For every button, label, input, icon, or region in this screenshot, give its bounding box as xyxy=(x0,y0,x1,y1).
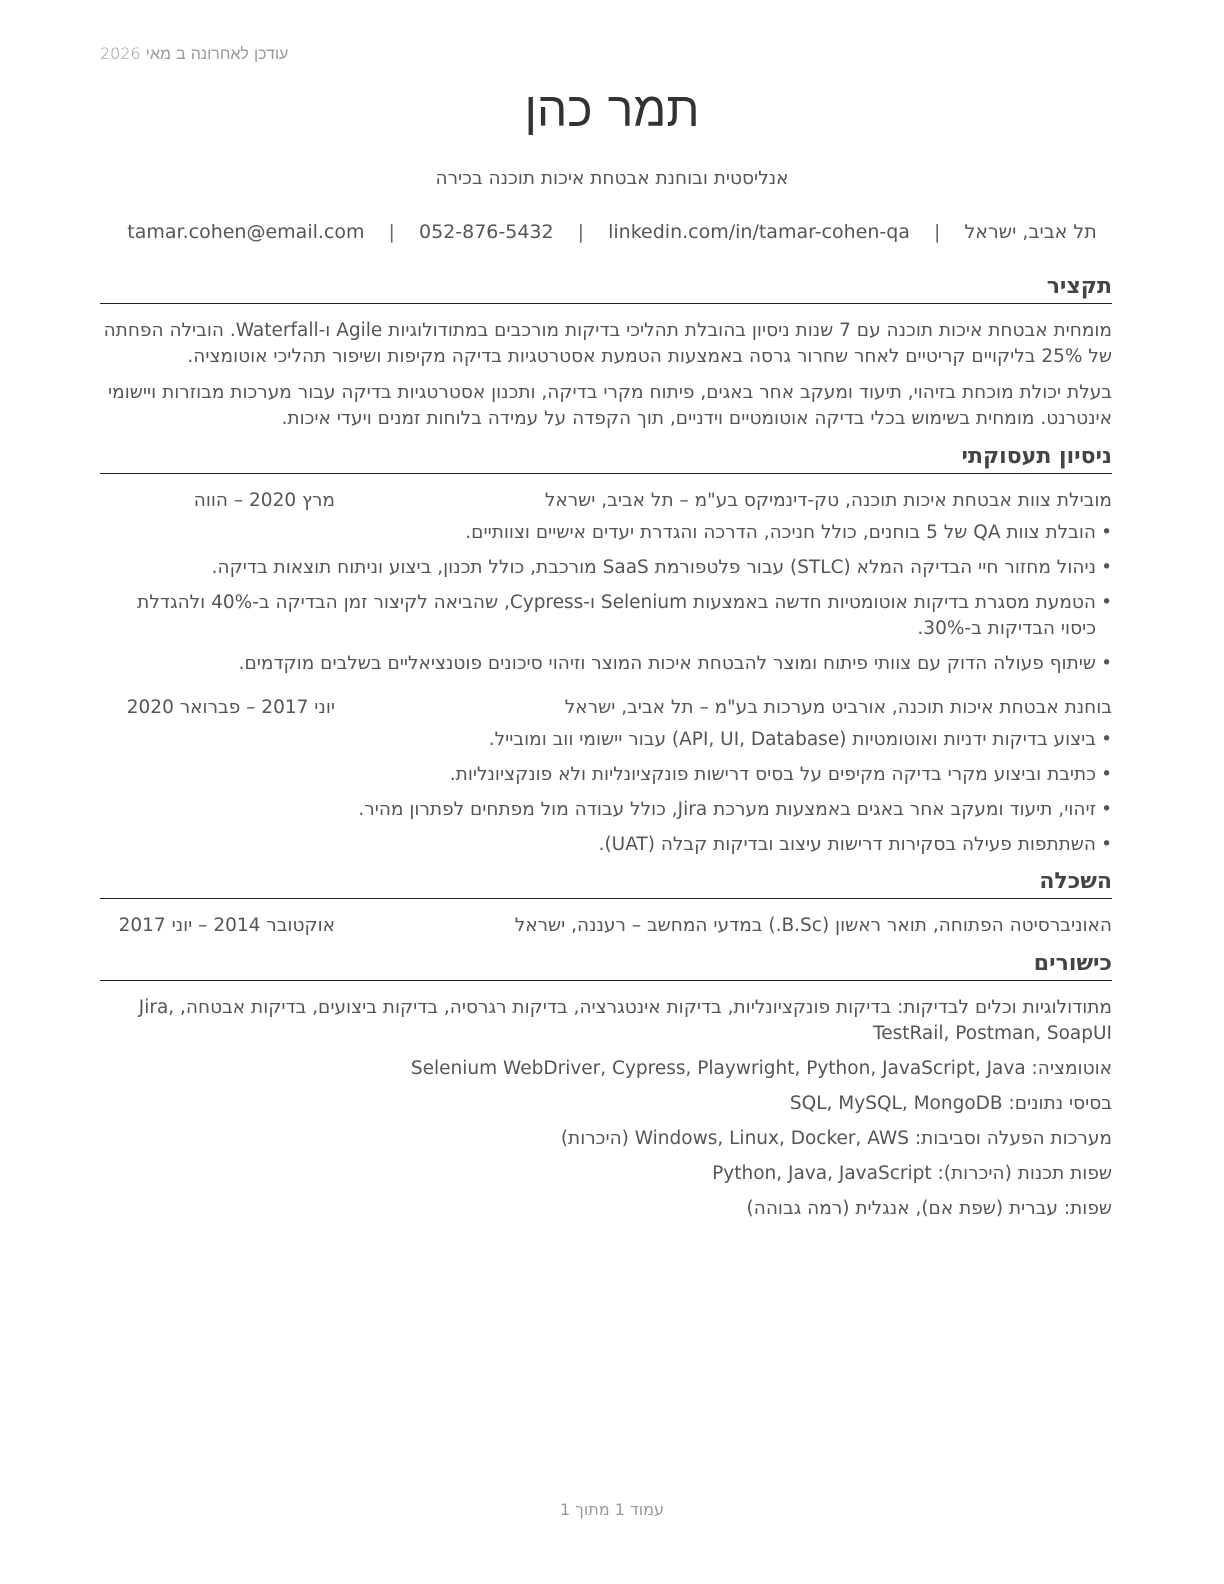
job-title: מובילת צוות אבטחת איכות תוכנה, טק-דינמיקס בע"מ – תל אביב, ישראל xyxy=(544,490,1112,511)
candidate-name: תמר כהן xyxy=(524,82,700,138)
job-dates: מרץ 2020 – הווה xyxy=(193,490,335,511)
job-bullet: • ניהול מחזור חיי הבדיקה המלא (STLC) עבור פלטפורמת SaaS מורכבת, כולל תכנון, ביצוע וניתוח תוצאות בדיקה. xyxy=(100,555,1112,581)
job-bullets xyxy=(100,727,1112,858)
education-entry xyxy=(100,913,1112,939)
job-bullet: • זיהוי, תיעוד ומעקב אחר באגים באמצעות מערכת Jira, כולל עבודה מול מפתחים לפתרון מהיר. xyxy=(100,797,1112,823)
job-bullet: • הובלת צוות QA של 5 בוחנים, כולל חניכה, הדרכה והגדרת יעדים אישיים וצוותיים. xyxy=(100,520,1112,546)
candidate-title: אנליסטית ובוחנת אבטחת איכות תוכנה בכירה xyxy=(435,168,789,189)
education-section xyxy=(100,867,1112,939)
job-bullet: • הטמעת מסגרת בדיקות אוטומטיות חדשה באמצעות Selenium ו-Cypress, שהביאה לקיצור זמן הבדיקה ב-40% ולהגדלת כיסוי הבדיקות ב-30%. xyxy=(100,590,1112,642)
education-dates: אוקטובר 2014 – יוני 2017 xyxy=(118,915,335,936)
skills-line: שפות תכנות (היכרות): Python, Java, JavaScript xyxy=(712,1163,1112,1184)
contact-location: תל אביב, ישראל xyxy=(964,221,1097,243)
summary-paragraph: מומחית אבטחת איכות תוכנה עם 7 שנות ניסיון בהובלת תהליכי בדיקות מורכבים במתודולוגיות Agile ו-Waterfall. הובילה הפחתה של 25% בליקויים קריטיים לאחר שחרור גרסה באמצעות הטמעת אסטרטגיות בדיקה מקיפות ושיפור תהליכי אוטומציה. xyxy=(103,320,1112,367)
job-bullets xyxy=(100,520,1112,677)
section-title-education: השכלה xyxy=(100,867,1112,899)
section-title-skills: כישורים xyxy=(100,949,1112,981)
job-bullet: • ביצוע בדיקות ידניות ואוטומטיות (API, UI, Database) עבור יישומי ווב ומובייל. xyxy=(100,727,1112,753)
job-dates: יוני 2017 – פברואר 2020 xyxy=(126,697,335,718)
job-entry xyxy=(100,695,1112,858)
skills-line: מתודולוגיות וכלים לבדיקות: בדיקות פונקציונליות, בדיקות אינטגרציה, בדיקות רגרסיה, בדיקות ביצועים, בדיקות אבטחה, Jira, TestRail, Postman, SoapUI xyxy=(138,997,1112,1044)
skills-line: אוטומציה: Selenium WebDriver, Cypress, Playwright, Python, JavaScript, Java xyxy=(410,1058,1112,1079)
contact-email[interactable]: tamar.cohen@email.com xyxy=(127,221,365,243)
skills-line: מערכות הפעלה וסביבות: Windows, Linux, Docker, AWS (היכרות) xyxy=(560,1128,1112,1149)
skills-line: בסיסי נתונים: SQL, MySQL, MongoDB xyxy=(789,1093,1112,1114)
job-bullet: • שיתוף פעולה הדוק עם צוותי פיתוח ומוצר להבטחת איכות המוצר וזיהוי סיכונים פוטנציאליים בשלבים מוקדמים. xyxy=(100,651,1112,677)
contact-separator: | xyxy=(388,221,395,243)
resume-content xyxy=(100,272,1112,1231)
job-bullet: • כתיבת וביצוע מקרי בדיקה מקיפים על בסיס דרישות פונקציונליות ולא פונקציונליות. xyxy=(100,762,1112,788)
skills-section xyxy=(100,949,1112,1222)
summary-section xyxy=(100,272,1112,432)
education-degree: האוניברסיטה הפתוחה, תואר ראשון (B.Sc.) במדעי המחשב – רעננה, ישראל xyxy=(514,915,1112,936)
education-dates-wrap xyxy=(100,913,430,939)
contact-separator: | xyxy=(934,221,941,243)
job-header xyxy=(100,488,1112,514)
last-updated-note: עודכן לאחרונה ב מאי 2026 xyxy=(100,44,289,63)
skills-line: שפות: עברית (שפת אם), אנגלית (רמה גבוהה) xyxy=(746,1198,1112,1219)
job-title: בוחנת אבטחת איכות תוכנה, אורביט מערכות בע"מ – תל אביב, ישראל xyxy=(564,697,1112,718)
summary-paragraph: בעלת יכולת מוכחת בזיהוי, תיעוד ומעקב אחר באגים, פיתוח מקרי בדיקה, ותכנון אסטרטגיות בדיקה עבור מערכות מבוזרות ויישומי אינטרנט. מומחית בשימוש בכלי בדיקה אוטומטיים וידניים, תוך הקפדה על עמידה בלוחות זמנים ויעדי איכות. xyxy=(108,382,1112,429)
contact-separator: | xyxy=(577,221,585,243)
section-title-experience: ניסיון תעסוקתי xyxy=(100,442,1112,474)
contact-phone[interactable]: 052-876-5432 xyxy=(419,221,554,243)
job-dates-wrap xyxy=(100,695,430,721)
job-header xyxy=(100,695,1112,721)
experience-section xyxy=(100,442,1112,858)
page-number: עמוד 1 מתוך 1 xyxy=(560,1500,664,1519)
contact-linkedin[interactable]: linkedin.com/in/tamar-cohen-qa xyxy=(608,221,910,243)
contact-line xyxy=(0,221,1224,243)
job-entry xyxy=(100,488,1112,677)
section-title-summary: תקציר xyxy=(100,272,1112,304)
job-bullet: • השתתפות פעילה בסקירות דרישות עיצוב ובדיקות קבלה (UAT). xyxy=(100,832,1112,858)
job-dates-wrap xyxy=(100,488,430,514)
